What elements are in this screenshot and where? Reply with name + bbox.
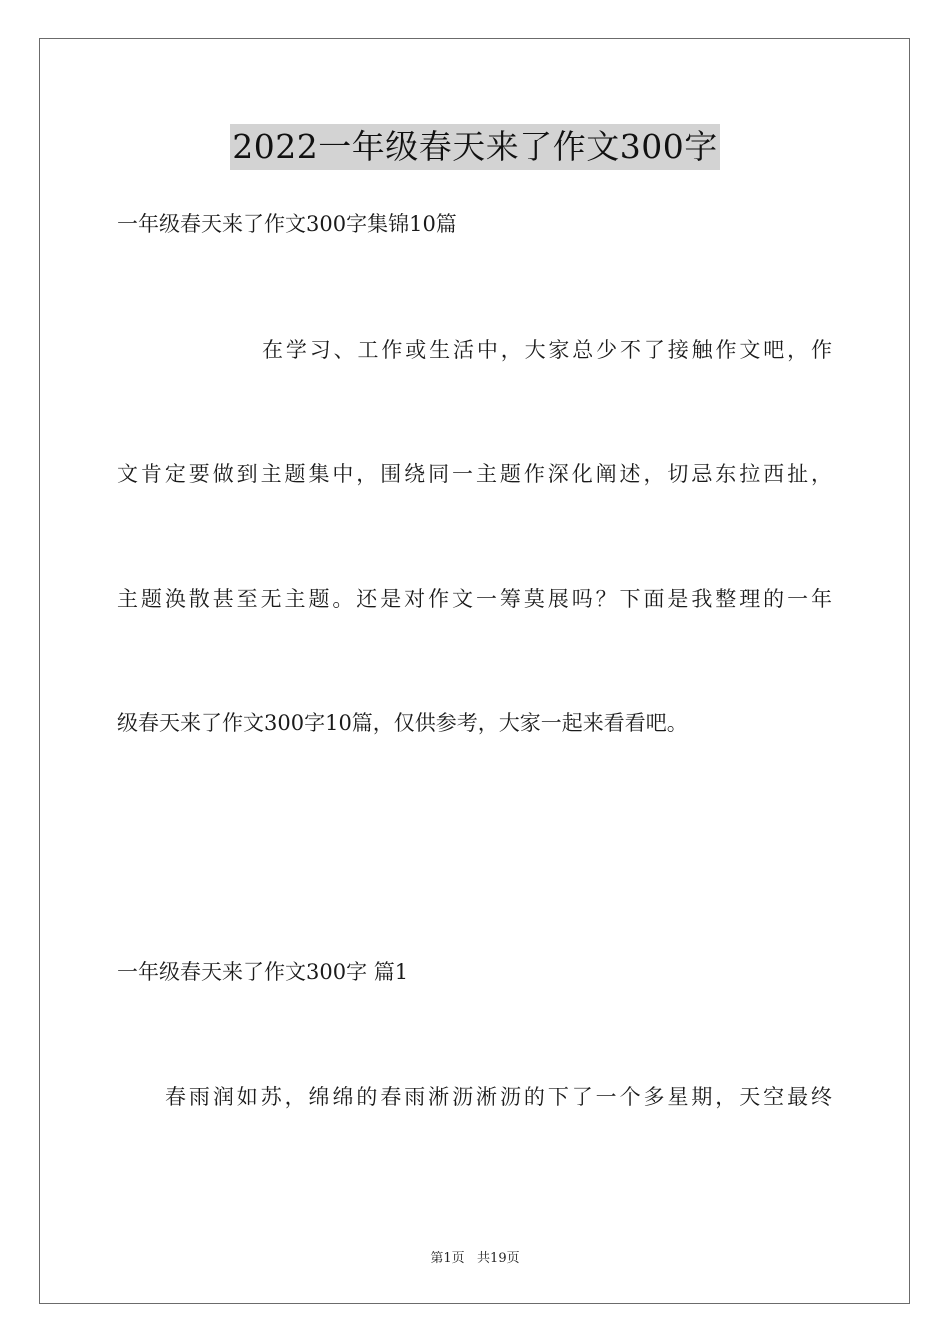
page-footer: 第1页 共19页 (430, 1251, 520, 1266)
intro-line-2: 文肯定要做到主题集中，围绕同一主题作深化阐述，切忌东拉西扯， (117, 462, 832, 486)
intro-line-4: 级春天来了作文300字10篇，仅供参考，大家一起来看看吧。 (117, 711, 688, 735)
body-line-1: 春雨润如苏，绵绵的春雨淅沥淅沥的下了一个多星期，天空最终 (165, 1085, 832, 1109)
intro-line-1: 在学习、工作或生活中，大家总少不了接触作文吧，作 (262, 338, 832, 362)
section-heading: 一年级春天来了作文300字 篇1 (117, 960, 409, 984)
intro-line-3: 主题涣散甚至无主题。还是对作文一筹莫展吗？下面是我整理的一年 (117, 587, 832, 611)
document-title: 2022一年级春天来了作文300字 (230, 124, 719, 170)
document-subtitle: 一年级春天来了作文300字集锦10篇 (117, 212, 457, 236)
title-container (0, 124, 950, 170)
